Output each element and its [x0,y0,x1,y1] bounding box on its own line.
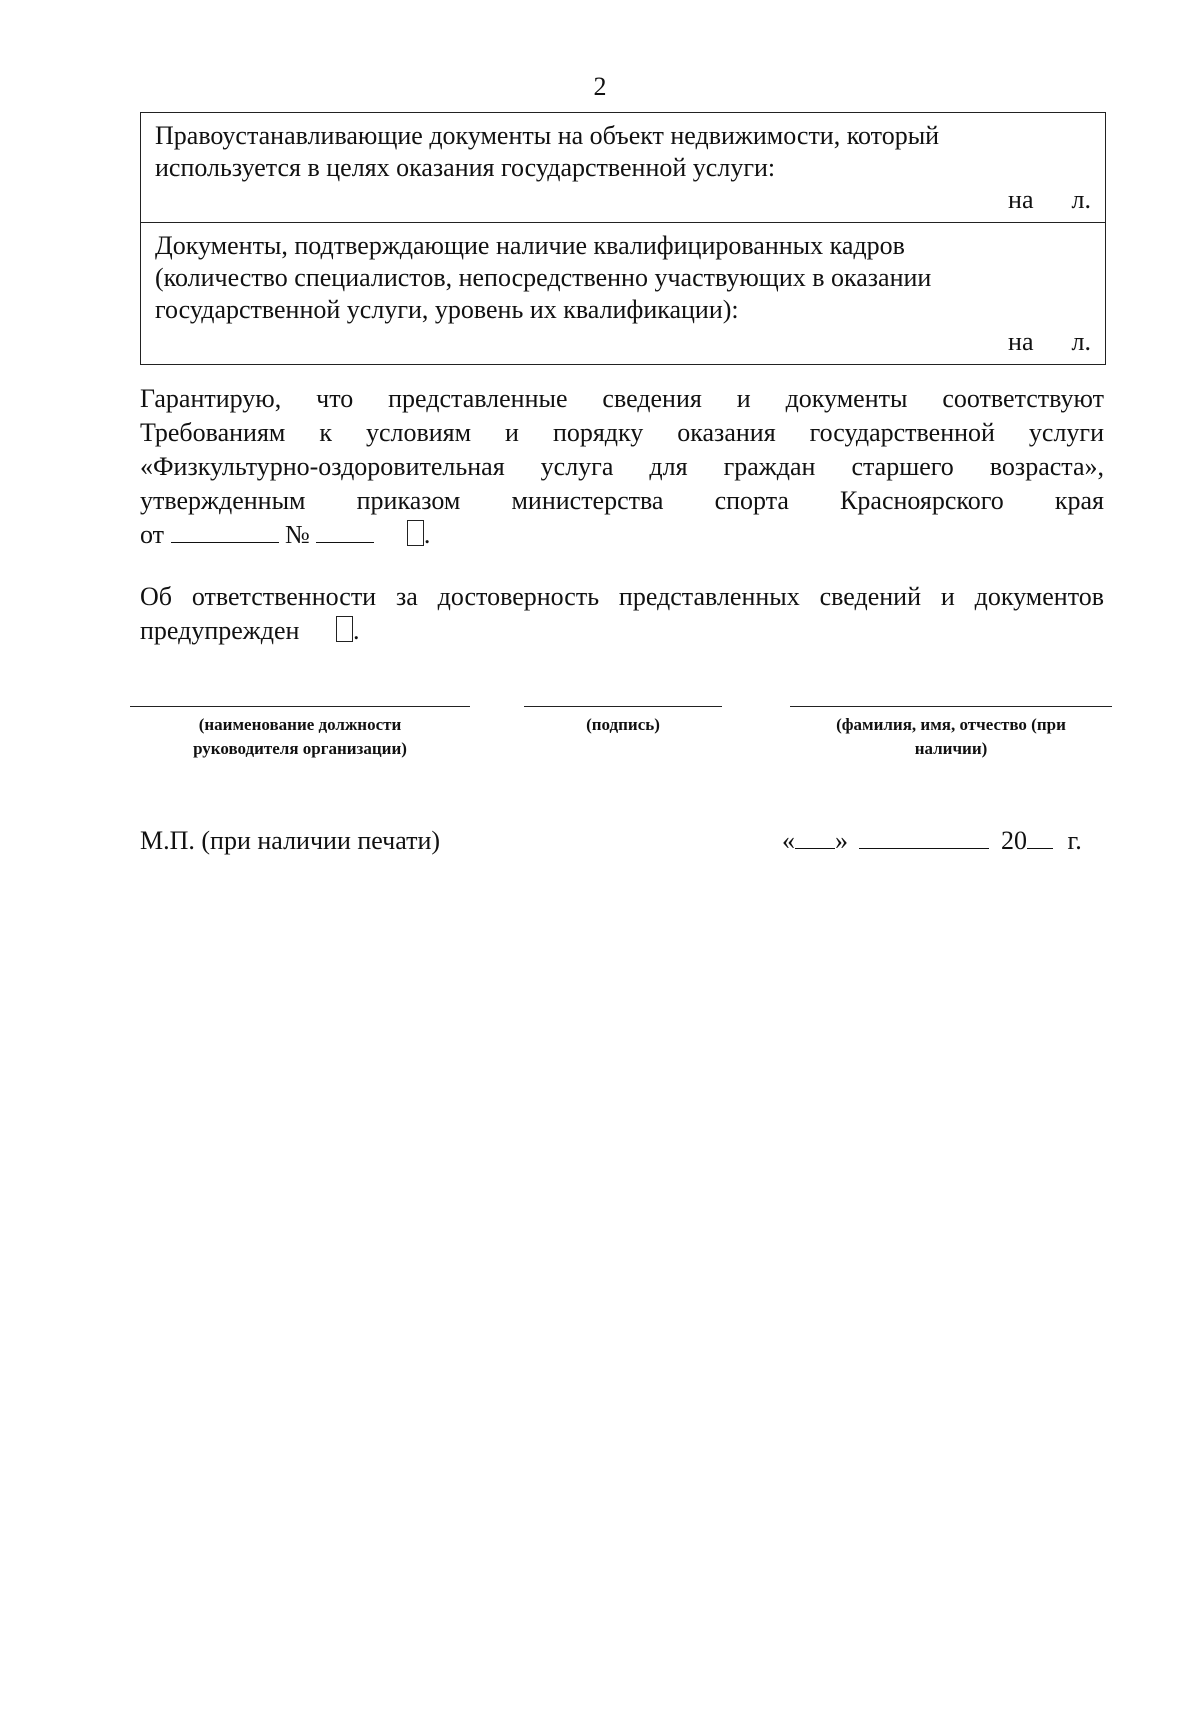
day-field[interactable] [795,826,835,849]
guarantee-line: «Физкультурно-оздоровительная услуга для граждан старшего возраста», [140,452,1104,481]
position-signature-block [130,706,470,761]
name-caption: наличии) [914,739,988,758]
from-label: от [140,520,165,549]
pages-sheets-label: л. [1071,185,1091,214]
position-caption: руководителя организации) [193,739,407,758]
guarantee-paragraph [140,382,1104,552]
order-date-field[interactable] [171,520,279,543]
liability-paragraph [140,580,1104,648]
row-line: Документы, подтверждающие наличие квалифицированных кадров [155,231,905,260]
checkbox-icon[interactable] [407,520,424,546]
signature-caption: (подпись) [586,715,660,734]
row-line: государственной услуги, уровень их квалификации): [155,295,739,324]
row-description [155,230,1091,326]
name-caption: (фамилия, имя, отчество (при [836,715,1066,734]
position-line[interactable] [130,706,470,707]
liability-line: Об ответственности за достоверность представленных сведений и документов [140,582,1104,611]
table-row-title-documents [141,113,1105,222]
signature-line[interactable] [524,706,722,707]
row-page-count [155,326,1091,358]
row-page-count [155,184,1091,216]
number-label: № [285,520,310,549]
documents-table [140,112,1106,365]
order-number-field[interactable] [316,520,374,543]
date-block [782,826,1082,856]
row-description [155,120,1091,184]
row-line: Правоустанавливающие документы на объект недвижимости, который [155,121,940,150]
open-quote: « [782,826,795,855]
pages-on-label: на [1008,185,1034,214]
pages-sheets-label: л. [1071,327,1091,356]
year-field[interactable] [1027,826,1053,849]
checkbox-icon[interactable] [336,616,353,642]
liability-line-2: предупрежден . [140,616,360,645]
seal-label: М.П. (при наличии печати) [140,826,441,855]
guarantee-line: утвержденным приказом министерства спорта Красноярского края [140,486,1104,515]
year-prefix: 20 [1001,826,1027,855]
row-line: используется в целях оказания государственной услуги: [155,153,776,182]
pages-on-label: на [1008,327,1034,356]
year-suffix: г. [1067,826,1082,855]
guarantee-line: Гарантирую, что представленные сведения и документы соответствуют [140,384,1104,413]
signature-block [524,706,722,737]
row-line: (количество специалистов, непосредственно участвующих в оказании [155,263,932,292]
guarantee-line: Требованиям к условиям и порядку оказания государственной услуги [140,418,1104,447]
order-reference-line: от № . [140,520,431,549]
table-row-staff-documents [141,222,1105,364]
close-quote: » [835,826,848,855]
position-caption: (наименование должности [198,715,402,734]
warned-label: предупрежден [140,616,300,645]
name-signature-block [790,706,1112,761]
name-line[interactable] [790,706,1112,707]
page-number: 2 [593,72,607,101]
month-field[interactable] [859,826,989,849]
